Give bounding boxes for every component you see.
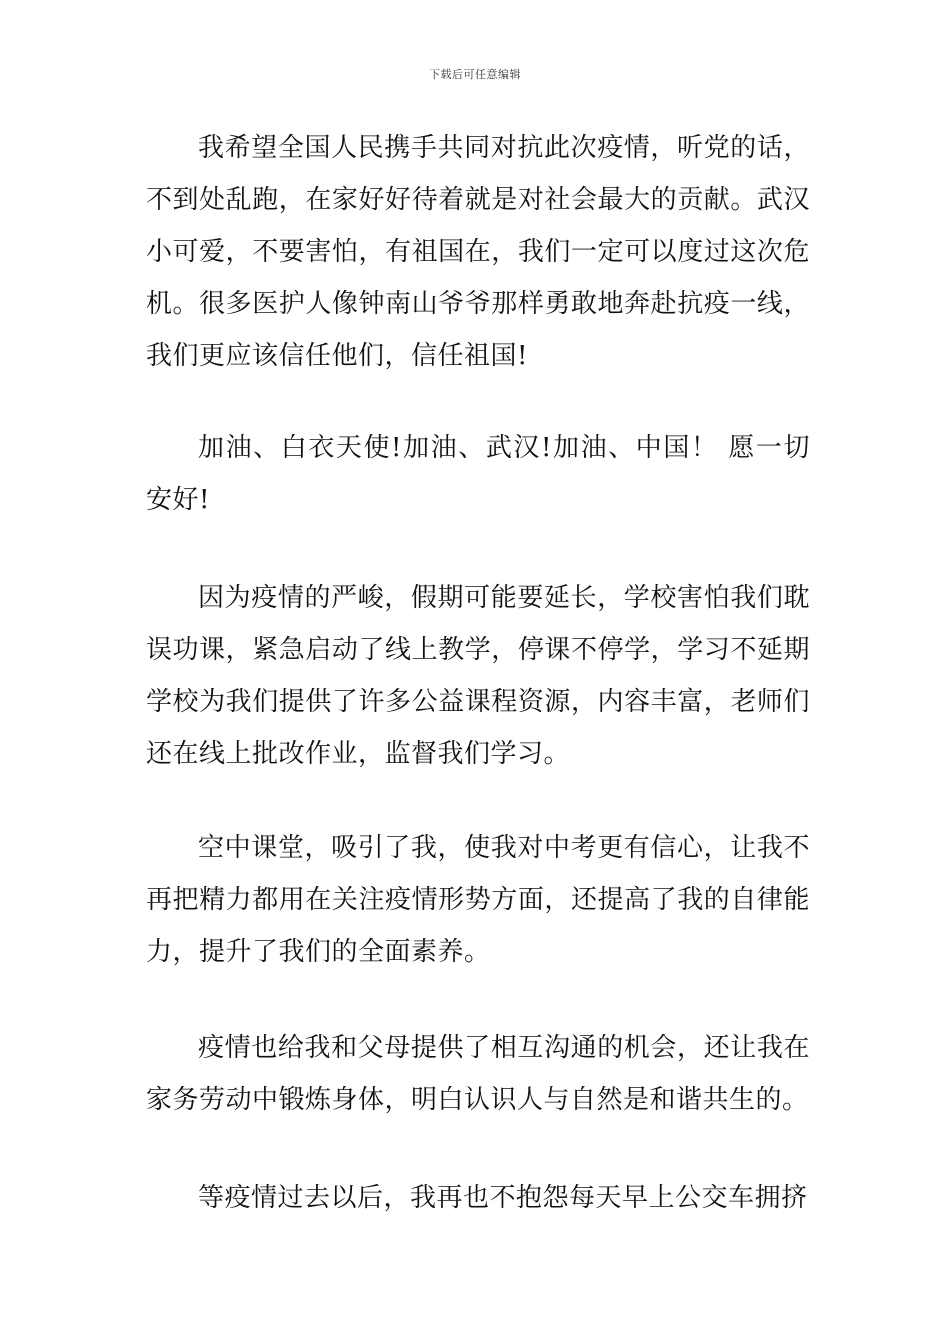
page-header: 下载后可任意编辑 xyxy=(429,68,521,81)
paragraph-3: 因为疫情的严峻，假期可能要延长，学校害怕我们耽误功课，紧急启动了线上教学，停课不停学，学习不延期学校为我们提供了许多公益课程资源，内容丰富，老师们还在线上批改作业，监督我们学习。 xyxy=(146,583,810,769)
paragraph-5: 疫情也给我和父母提供了相互沟通的机会，还让我在家务劳动中锻炼身体，明白认识人与自然是和谐共生的。 xyxy=(146,1033,810,1115)
paragraph-2: 加油、白衣天使!加油、武汉!加油、中国！ 愿一切安好! xyxy=(146,433,810,515)
paragraph-4: 空中课堂，吸引了我，使我对中考更有信心，让我不再把精力都用在关注疫情形势方面，还提高了我的自律能力，提升了我们的全面素养。 xyxy=(146,833,810,967)
paragraph-1: 我希望全国人民携手共同对抗此次疫情，听党的话，不到处乱跑，在家好好待着就是对社会最大的贡献。武汉小可爱，不要害怕，有祖国在，我们一定可以度过这次危机。很多医护人像钟南山爷爷那样勇敢地奔赴抗疫一线，我们更应该信任他们，信任祖国! xyxy=(146,133,810,371)
paragraph-6: 等疫情过去以后，我再也不抱怨每天早上公交车拥挤 xyxy=(198,1183,808,1213)
